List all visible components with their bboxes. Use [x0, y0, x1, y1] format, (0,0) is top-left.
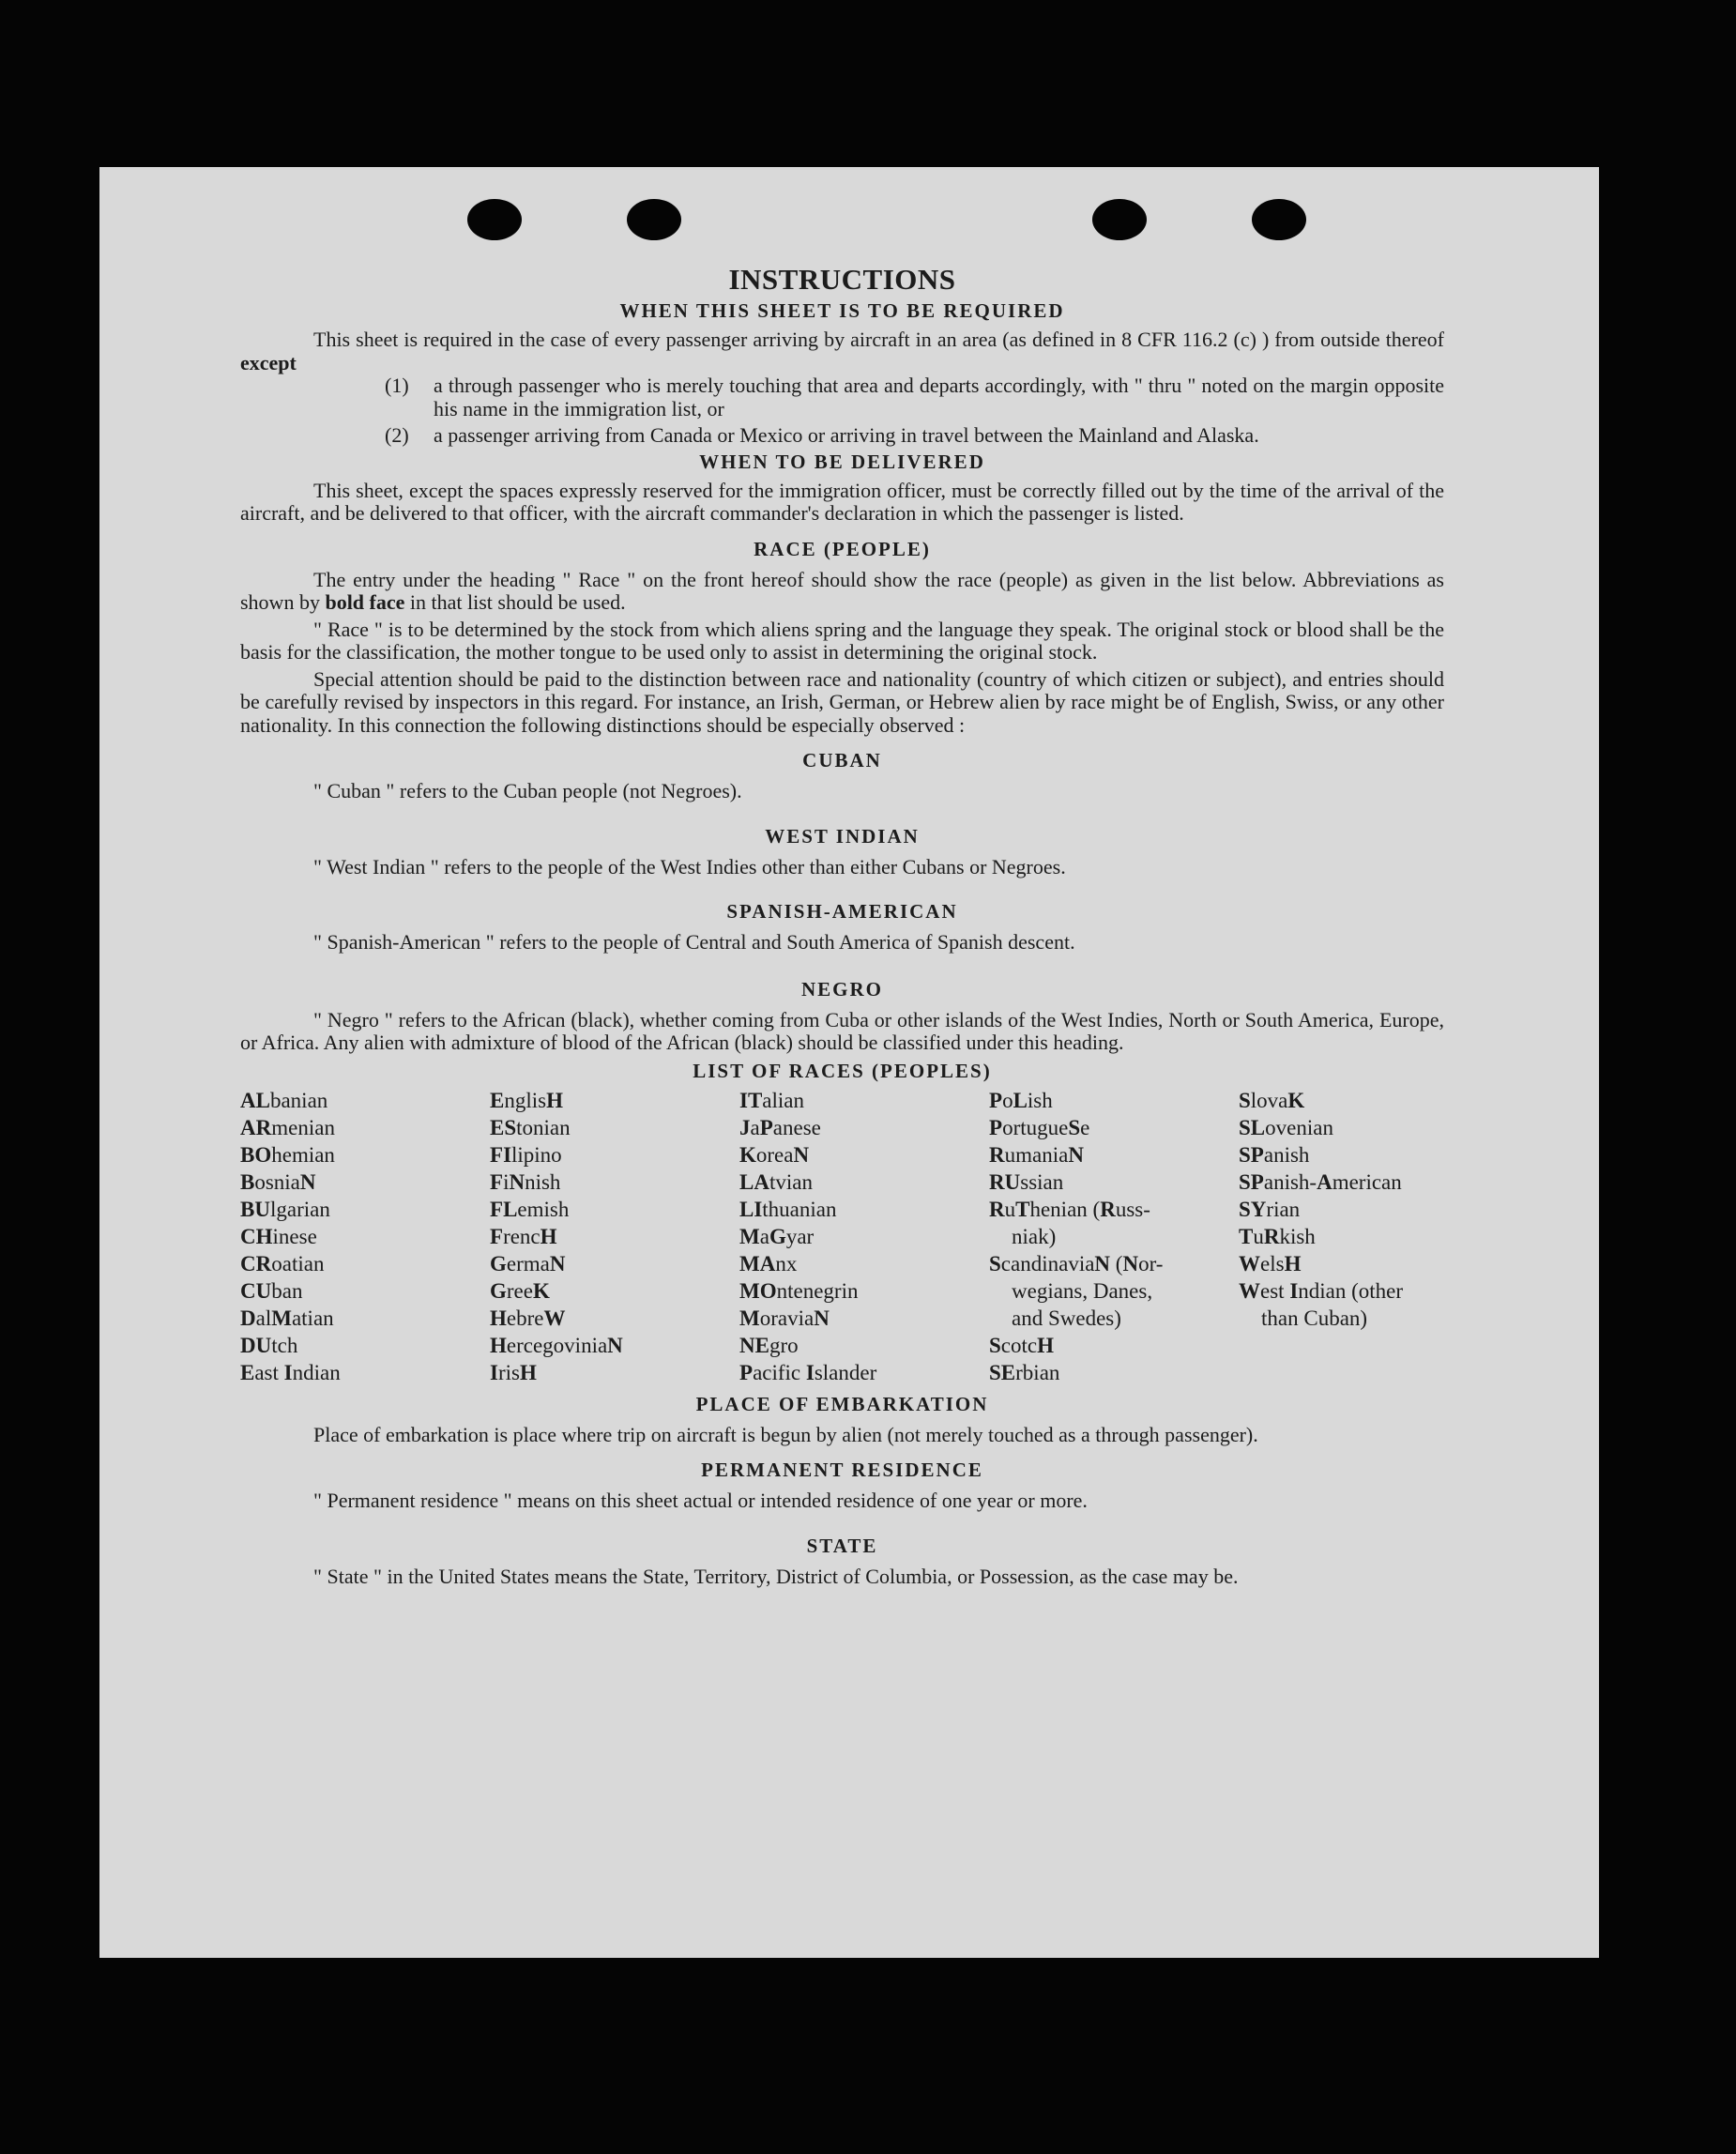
race-item: BosniaN — [240, 1169, 316, 1194]
race-item: BUlgarian — [240, 1197, 330, 1221]
heading-when-required: WHEN THIS SHEET IS TO BE REQUIRED — [619, 299, 1065, 322]
race-item: BOhemian — [240, 1142, 335, 1167]
heading-cuban: CUBAN — [802, 749, 882, 771]
race-item: MAnx — [739, 1251, 798, 1276]
west-indian-text: " West Indian " refers to the people of the West Indies other than either Cubans or Negroes. — [313, 854, 1066, 878]
document-sheet — [99, 167, 1599, 1958]
race-column-4 — [989, 1087, 1239, 1386]
race-item: FIlipino — [490, 1142, 562, 1167]
race-item: RumaniaN — [989, 1142, 1084, 1167]
race-paragraph-3: Special attention should be paid to the distinction between race and nationality (country of which citizen or subject), and entries should be carefully revised by inspectors in this regard. For instance, an Irish, German, or Hebrew alien by race might be of English, Swiss, or any other nationality. In this connection the following distinctions should be especially observed : — [240, 666, 1444, 737]
required-item-1 — [385, 374, 1444, 420]
residence-text: " Permanent residence " means on this sheet actual or intended residence of one year or more. — [313, 1489, 1088, 1512]
race-list — [240, 1087, 1444, 1386]
race-item: ScandinaviaN (Nor- — [989, 1251, 1164, 1276]
race-paragraph-1 — [240, 569, 1444, 615]
race-item: WelsH — [1239, 1251, 1302, 1276]
race-item: HercegoviniaN — [490, 1333, 623, 1357]
race-item: MoraviaN — [739, 1306, 830, 1330]
race-item: ScotcH — [989, 1333, 1054, 1357]
race-item: FiNnish — [490, 1169, 561, 1194]
race-item: RuThenian (Russ- — [989, 1197, 1150, 1221]
race-item-continued: and Swedes) — [1012, 1306, 1121, 1330]
race-item: East Indian — [240, 1360, 341, 1384]
item-text: a passenger arriving from Canada or Mexico or arriving in travel between the Mainland and Alaska. — [434, 423, 1259, 447]
race-item: FLemish — [490, 1197, 570, 1221]
punch-hole — [1092, 199, 1147, 240]
instructions-content — [240, 261, 1444, 1588]
required-item-2 — [385, 424, 1444, 448]
race-item-continued: than Cuban) — [1261, 1306, 1368, 1330]
race-p1-text: The entry under the heading " Race " on the front hereof should show the race (people) as given in the list below. Abbreviations as shown by — [240, 567, 1444, 614]
race-item: FrencH — [490, 1224, 557, 1248]
race-item: SlovaK — [1239, 1088, 1305, 1112]
race-item: CRoatian — [240, 1251, 325, 1276]
race-column-3 — [739, 1087, 989, 1386]
punch-hole — [627, 199, 681, 240]
heading-spanish-american: SPANISH-AMERICAN — [726, 900, 958, 923]
race-item: ARmenian — [240, 1115, 335, 1139]
required-intro-bold: except — [240, 350, 297, 374]
heading-embarkation: PLACE OF EMBARKATION — [695, 1392, 989, 1415]
item-number: (1) — [385, 374, 409, 397]
race-item: PortugueSe — [989, 1115, 1090, 1139]
state-text: " State " in the United States means the State, Territory, District of Columbia, or Possession, as the case may be. — [313, 1564, 1239, 1588]
race-item: SPanish — [1239, 1142, 1310, 1167]
spanish-american-text: " Spanish-American " refers to the people of Central and South America of Spanish descent. — [313, 930, 1075, 954]
race-item: SPanish-American — [1239, 1169, 1402, 1194]
punch-hole — [467, 199, 522, 240]
race-item: MaGyar — [739, 1224, 815, 1248]
race-item: EnglisH — [490, 1088, 563, 1112]
race-column-1 — [240, 1087, 490, 1386]
race-paragraph-2: " Race " is to be determined by the stock from which aliens spring and the language they speak. The original stock or blood shall be the basis for the classification, the mother tongue to be used only to assist in determining the original stock. — [240, 617, 1444, 664]
required-intro-text: This sheet is required in the case of every passenger arriving by aircraft in an area (as defined in 8 CFR 116.2 (c) ) from outside thereof — [313, 328, 1444, 351]
race-item: EStonian — [490, 1115, 571, 1139]
punch-hole — [1252, 199, 1306, 240]
race-item: ALbanian — [240, 1088, 328, 1112]
negro-text: " Negro " refers to the African (black), whether coming from Cuba or other islands of the West Indies, North or South America, Europe, or Africa. Any alien with admixture of blood of the African (black) should be classified under this heading. — [240, 1007, 1444, 1054]
embarkation-text: Place of embarkation is place where trip on aircraft is begun by alien (not merely touched as a through passenger). — [313, 1422, 1258, 1446]
race-item: GermaN — [490, 1251, 566, 1276]
race-item: CHinese — [240, 1224, 317, 1248]
item-number: (2) — [385, 423, 409, 447]
race-item: TuRkish — [1239, 1224, 1316, 1248]
race-item: RUssian — [989, 1169, 1064, 1194]
race-item: GreeK — [490, 1278, 550, 1303]
race-p1-bold: bold face — [325, 590, 405, 614]
heading-race: RACE (PEOPLE) — [754, 537, 931, 560]
race-item: JaPanese — [739, 1115, 821, 1139]
heading-west-indian: WEST INDIAN — [765, 824, 920, 848]
race-column-5 — [1239, 1087, 1444, 1386]
race-item: SLovenian — [1239, 1115, 1333, 1139]
race-column-2 — [490, 1087, 739, 1386]
race-item: KoreaN — [739, 1142, 810, 1167]
heading-state: STATE — [806, 1534, 878, 1557]
page-title: INSTRUCTIONS — [728, 263, 956, 296]
race-item: SYrian — [1239, 1197, 1301, 1221]
race-item: NEgro — [739, 1333, 799, 1357]
race-item: Pacific Islander — [739, 1360, 877, 1384]
heading-permanent-residence: PERMANENT RESIDENCE — [701, 1459, 983, 1481]
race-item: PoLish — [989, 1088, 1053, 1112]
race-item: SErbian — [989, 1360, 1060, 1384]
required-intro — [240, 328, 1444, 374]
heading-negro: NEGRO — [800, 977, 883, 1001]
race-item: West Indian (other — [1239, 1278, 1404, 1303]
race-p1-text-end: in that list should be used. — [409, 590, 626, 614]
race-item: DalMatian — [240, 1306, 334, 1330]
race-item: MOntenegrin — [739, 1278, 859, 1303]
race-item: HebreW — [490, 1306, 566, 1330]
delivered-text: This sheet, except the spaces expressly reserved for the immigration officer, must be correctly filled out by the time of the arrival of the aircraft, and be delivered to that officer, with the aircraft commander's declaration in which the passenger is listed. — [240, 478, 1444, 525]
race-item: LIthuanian — [739, 1197, 837, 1221]
race-item-continued: wegians, Danes, — [1012, 1278, 1153, 1303]
item-text: a through passenger who is merely touching that area and departs accordingly, with " thru " noted on the margin opposite his name in the immigration list, or — [434, 374, 1444, 420]
heading-list-of-races: LIST OF RACES (PEOPLES) — [693, 1059, 992, 1082]
race-item-continued: niak) — [1012, 1224, 1057, 1248]
race-item: LAtvian — [739, 1169, 813, 1194]
cuban-text: " Cuban " refers to the Cuban people (not Negroes). — [313, 779, 742, 802]
race-item: IrisH — [490, 1360, 537, 1384]
heading-when-delivered: WHEN TO BE DELIVERED — [699, 450, 985, 473]
race-item: CUban — [240, 1278, 303, 1303]
race-item: ITalian — [739, 1088, 804, 1112]
race-item: DUtch — [240, 1333, 298, 1357]
